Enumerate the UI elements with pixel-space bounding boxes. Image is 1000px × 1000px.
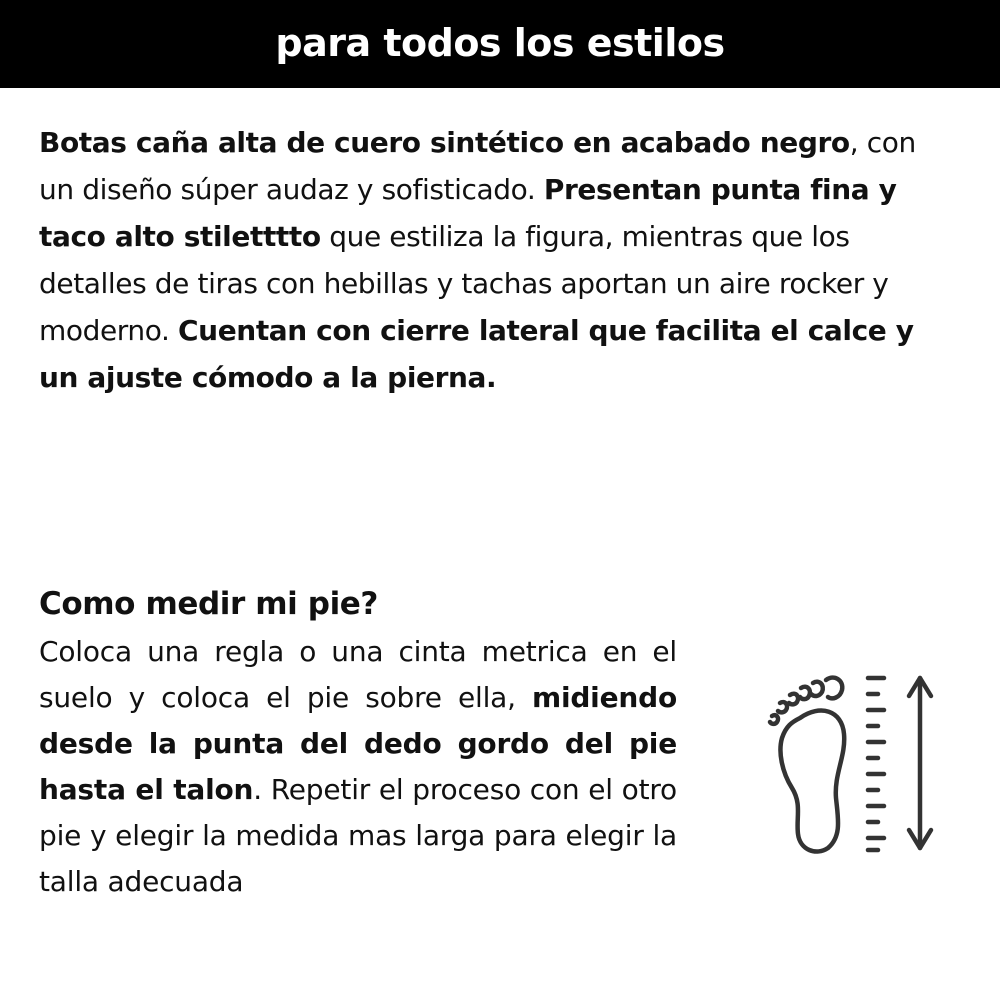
ruler-icon xyxy=(868,678,884,850)
header-bar xyxy=(0,0,1000,88)
measure-instructions xyxy=(39,629,677,905)
measure-text-end: . Repetir el proceso con el otro pie y elegir la medida mas larga para elegir la talla adecuada xyxy=(39,773,677,898)
foot-measure-illustration xyxy=(760,668,940,858)
description-bold-material: Botas caña alta de cuero sintético en acabado negro xyxy=(39,126,850,159)
footprint-icon xyxy=(770,678,844,852)
measure-text-start: Coloca una regla o una cinta metrica en el suelo y coloca el pie sobre ella, xyxy=(39,635,677,714)
product-description xyxy=(39,119,939,401)
header-title: para todos los estilos xyxy=(275,21,725,65)
description-bold-zipper: Cuentan con cierre lateral que facilita el calce y un ajuste cómodo a la pierna. xyxy=(39,314,914,394)
description-bold-heel: Presentan punta fina y taco alto stiletttto xyxy=(39,173,897,253)
description-text-details: que estiliza la figura, mientras que los detalles de tiras con hebillas y tachas aportan un aire rocker y moderno. xyxy=(39,220,889,347)
measure-text-bold: midiendo desde la punta del dedo gordo del pie hasta el talon xyxy=(39,681,677,806)
description-text-design: , con un diseño súper audaz y sofisticado. xyxy=(39,126,916,206)
double-arrow-icon xyxy=(909,678,931,848)
measure-title: Como medir mi pie? xyxy=(39,586,379,622)
